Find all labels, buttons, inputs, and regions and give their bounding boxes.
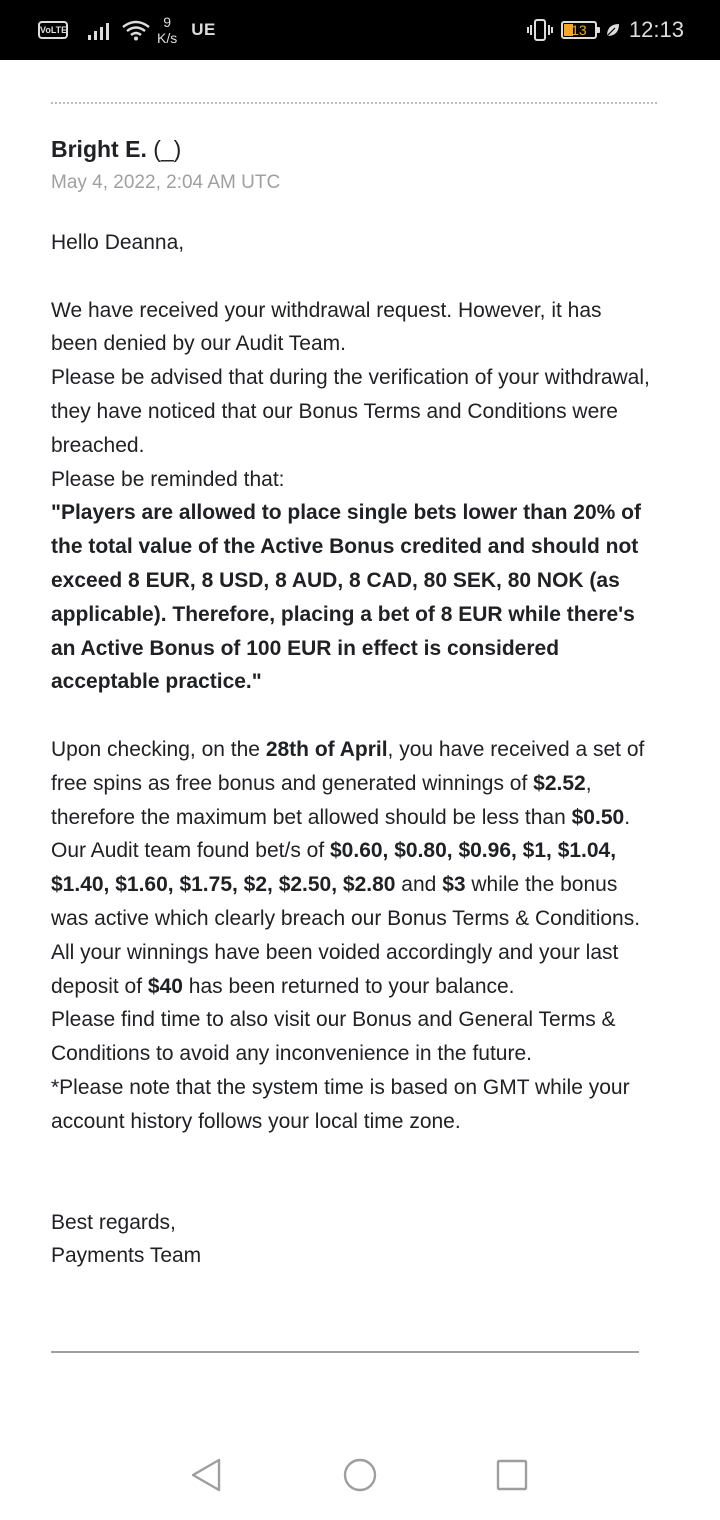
sign-off: Best regards,	[51, 1210, 176, 1234]
volte-icon: VoLTE	[38, 21, 68, 39]
paragraph: All your winnings have been voided accordingly and your last deposit of $40 has been returned to your balance.	[51, 940, 619, 998]
greeting: Hello Deanna,	[51, 231, 185, 254]
recents-button[interactable]	[482, 1430, 542, 1520]
signature: Payments Team	[51, 1244, 202, 1268]
divider	[51, 102, 657, 104]
bonus-terms-quote: "Players are allowed to place single bets lower than 20% of the total value of the Active Bonus credited and should not exceed 8 EUR, 8 USD, 8 AUD, 8 CAD, 80 SEK, 80 NOK (as applicable). Therefore, placing a bet of 8 EUR while there's an Active Bonus of 100 EUR in effect is considered acceptable practice."	[51, 501, 641, 694]
paragraph: Our Audit team found bet/s of $0.60, $0.80, $0.96, $1, $1.04, $1.40, $1.60, $1.75, $2, $2.50, $2.80 and $3 while the bonus was active which clearly breach our Bonus Terms & Conditions.	[51, 839, 641, 930]
email-body	[51, 226, 651, 1273]
divider	[51, 1351, 639, 1353]
clock: 12:13	[628, 17, 684, 42]
vibrate-icon	[527, 18, 553, 42]
home-button[interactable]	[330, 1430, 390, 1520]
paragraph: *Please note that the system time is based on GMT while your account history follows your local time zone.	[51, 1075, 630, 1133]
status-bar	[0, 0, 720, 60]
paragraph: Please be reminded that:	[51, 467, 285, 491]
battery-icon	[561, 21, 597, 39]
home-icon	[342, 1457, 378, 1493]
navigation-bar	[0, 1430, 720, 1520]
message-date: May 4, 2022, 2:04 AM UTC	[51, 172, 281, 193]
signal-icon	[88, 20, 109, 40]
paragraph: Upon checking, on the 28th of April, you have received a set of free spins as free bonus and generated winnings of $2.52, therefore the maximum bet allowed should be less than $0.50.	[51, 737, 645, 829]
battery-level: 13	[571, 22, 587, 38]
back-icon	[189, 1457, 223, 1493]
recents-icon	[495, 1458, 529, 1492]
paragraph: Please find time to also visit our Bonus and General Terms & Conditions to avoid any inconvenience in the future.	[51, 1008, 616, 1066]
network-speed: 9 K/s	[157, 14, 178, 46]
battery-saver-icon	[605, 22, 621, 38]
back-button[interactable]	[176, 1430, 236, 1520]
paragraph: We have received your withdrawal request. However, it has been denied by our Audit Team.	[51, 298, 602, 356]
sender-name: Bright E. (_)	[51, 136, 182, 162]
wifi-icon	[121, 19, 151, 41]
paragraph: Please be advised that during the verification of your withdrawal, they have noticed that our Bonus Terms and Conditions were breached.	[51, 366, 650, 457]
network-label: UE	[191, 20, 216, 39]
